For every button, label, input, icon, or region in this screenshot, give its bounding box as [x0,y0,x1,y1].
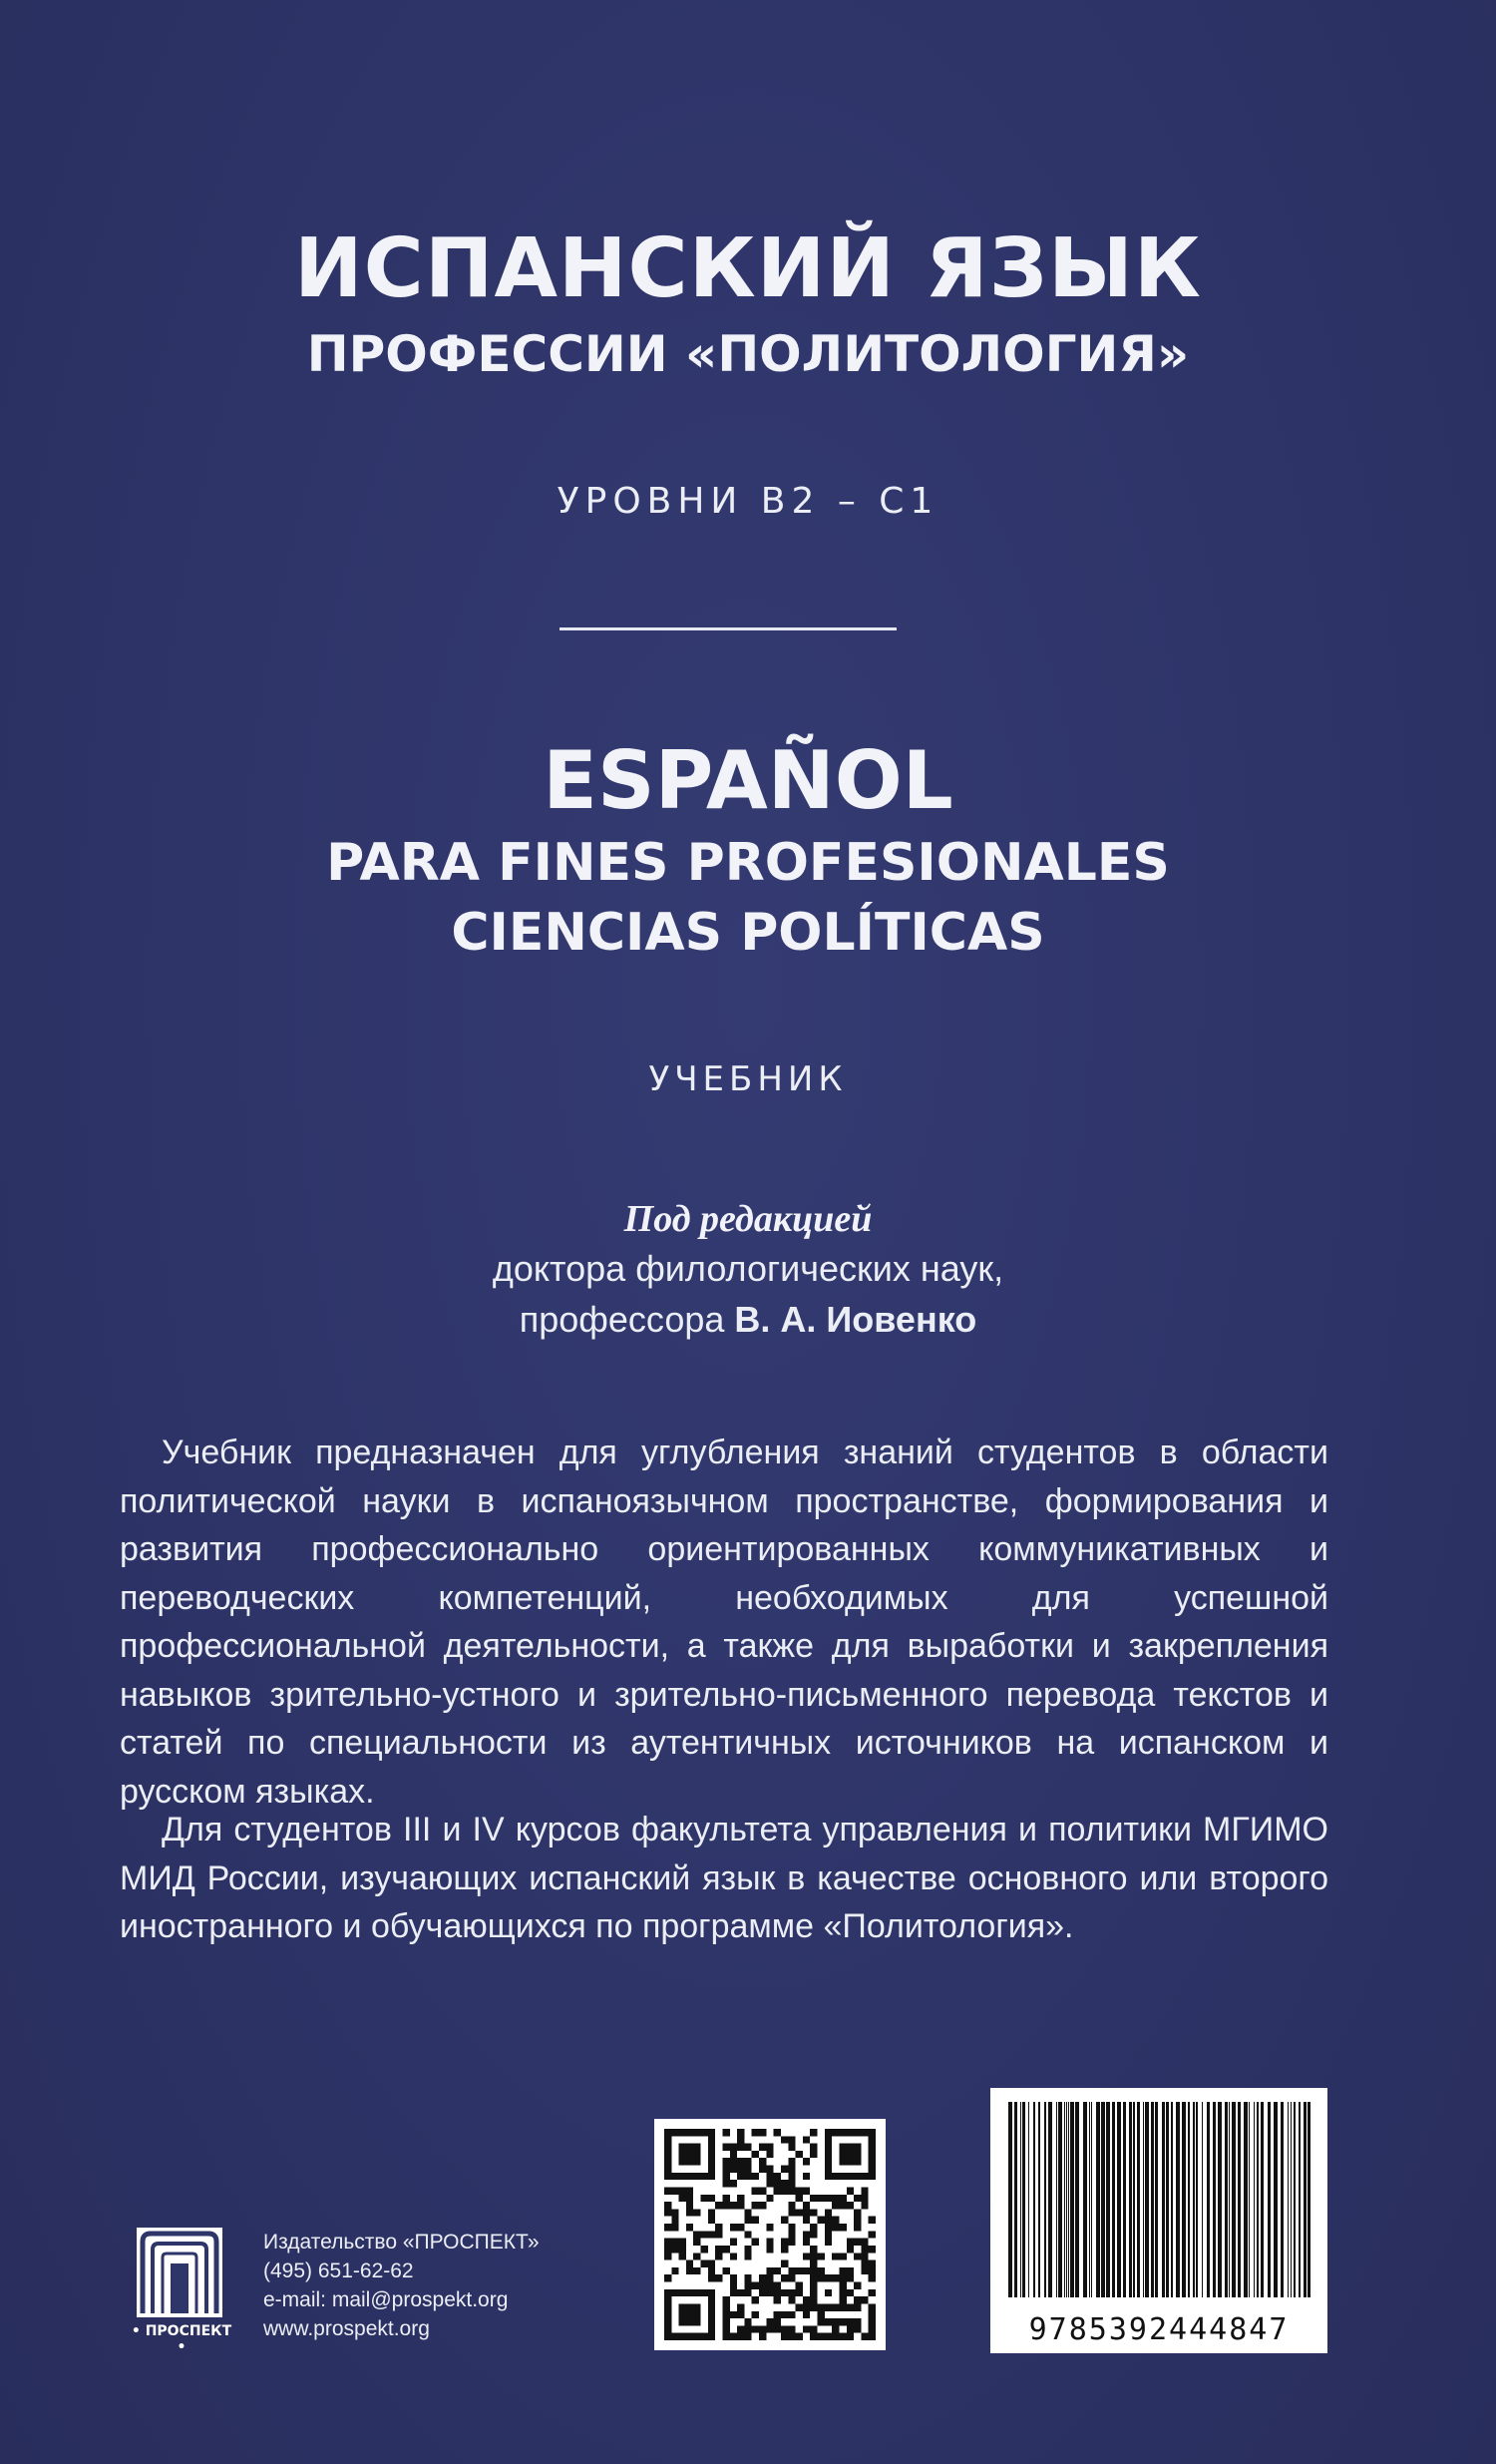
qr-code [654,2119,886,2350]
spanish-subtitle-line-1: PARA FINES PROFESIONALES [326,833,1170,893]
levels-label: УРОВНИ B2 – C1 [557,481,939,522]
spanish-title: ESPAÑOL [543,734,953,827]
logo-emblem [137,2228,222,2317]
publisher-phone: (495) 651-62-62 [263,2259,414,2282]
editor-heading: Под редакцией [623,1198,873,1240]
publisher-website: www.prospekt.org [263,2317,430,2340]
book-type-label: УЧЕБНИК [648,1059,848,1099]
publisher-logo [127,2228,236,2355]
publisher-contacts [263,2228,540,2343]
title-divider [560,627,897,630]
spanish-subtitle-line-2: CIENCIAS POLÍTICAS [451,903,1045,963]
abstract-paragraph-2: Для студентов III и IV курсов факультета управления и политики МГИМО МИД России, изучающих испанский язык в качестве основного или второго иностранного и обучающихся по программе «Политология». [120,1811,1328,1945]
abstract-paragraph-1: Учебник предназначен для углубления знаний студентов в области политической науки в испаноязычном пространстве, формирования и развития профессионально ориентированных коммуникативных и переводческих компетенций, необходимых для успешной профессиональной деятельности, а также для выработки и закрепления навыков зрительно-устного и зрительно-письменного перевода текстов и статей по специальности из аутентичных источников на испанском и русском языках. [120,1434,1328,1811]
editor-name: В. А. Иовенко [734,1299,977,1340]
editor-name-line [0,1299,1496,1341]
logo-wordmark: • ПРОСПЕКТ • [131,2323,232,2355]
isbn-digits: 9785392444847 [1028,2312,1290,2347]
editor-title: профессора [519,1299,735,1340]
russian-subtitle: ПРОФЕССИИ «ПОЛИТОЛОГИЯ» [306,325,1190,383]
publisher-name: Издательство «ПРОСПЕКТ» [263,2231,540,2254]
russian-title: ИСПАНСКИЙ ЯЗЫК [294,221,1202,316]
isbn-barcode [990,2088,1327,2353]
editor-credentials: доктора филологических наук, [492,1248,1004,1289]
publisher-email: e-mail: mail@prospekt.org [263,2288,509,2311]
